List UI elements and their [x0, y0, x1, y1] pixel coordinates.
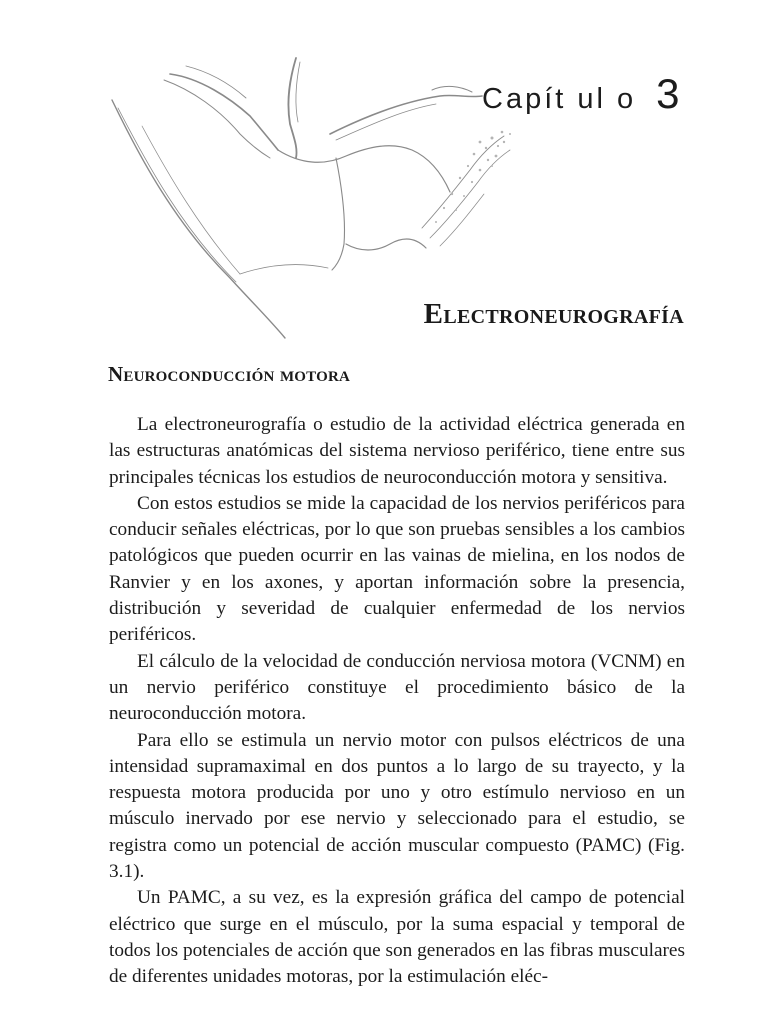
paragraph: Para ello se estimula un nervio motor con pulsos eléctricos de una intensidad supramaximal en dos puntos a lo largo de su trayecto, y la respuesta motora producida por uno y otro estímulo nervioso en un músculo inervado por ese nervio y seleccionado para el estudio, se registra como un potencial de acción muscular compuesto (PAMC) (Fig. 3.1).	[109, 729, 685, 883]
section-heading: Neuroconducción motora	[108, 362, 351, 386]
paragraph: El cálculo de la velocidad de conducción nerviosa motora (VCNM) en un nervio periférico constituye el procedimiento básico de la neuroconducción motora.	[109, 650, 685, 725]
chapter-title: Electroneurografía	[423, 298, 684, 330]
body-text	[109, 412, 685, 991]
paragraph: La electroneurografía o estudio de la actividad eléctrica generada en las estructuras anatómicas del sistema nervioso periférico, tiene entre sus principales técnicas los estudios de neuroconducción motora y sensitiva.	[109, 414, 685, 488]
chapter-label: Capít ul o	[482, 83, 637, 115]
paragraph: Con estos estudios se mide la capacidad de los nervios periféricos para conducir señales eléctricas, por lo que son pruebas sensibles a los cambios patológicos que pueden ocurrir en las vainas de mielina, en los nodos de Ranvier y en los axones, y aportan información sobre la presencia, distribución y severidad de cualquier enfermedad de los nervios periféricos.	[109, 492, 685, 646]
paragraph: Un PAMC, a su vez, es la expresión gráfica del campo de potencial eléctrico que surge en el músculo, por la suma espacial y temporal de todos los potenciales de acción que son generados en las fibras musculares de diferentes unidades motoras, por la estimulación eléc-	[109, 887, 685, 988]
chapter-number: 3	[656, 70, 680, 117]
chapter-header	[482, 70, 680, 120]
